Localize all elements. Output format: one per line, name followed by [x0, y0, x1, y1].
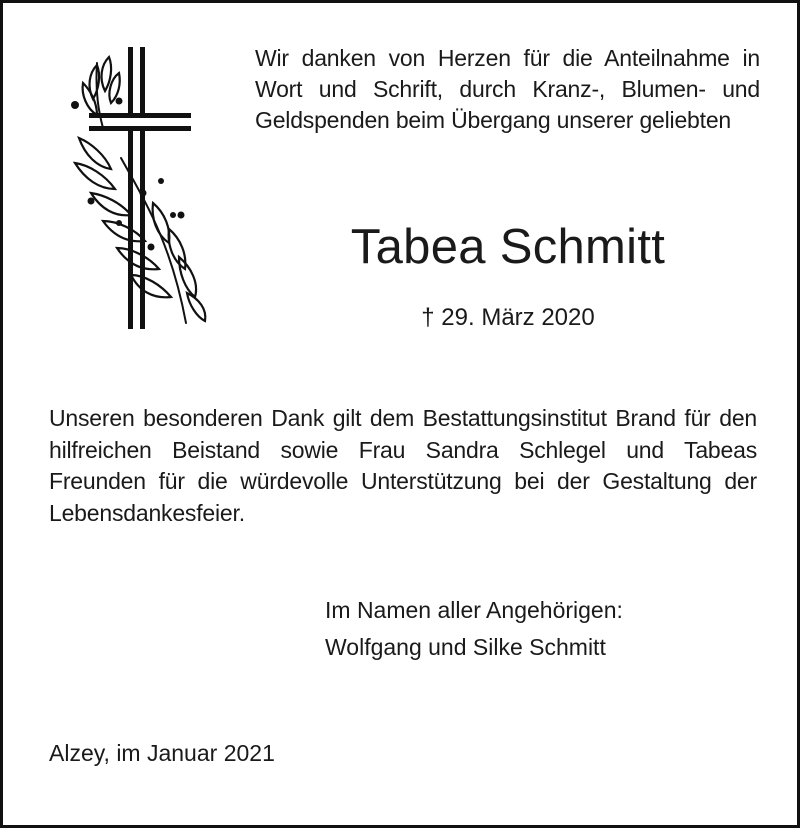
thanks-paragraph: Unseren besonderen Dank gilt dem Bestattungsinstitut Brand für den hilfreichen Beistand sowie Frau Sandra Schlegel und Tabeas Freunden für die würdevolle Unterstützung bei der Gestaltung der Lebensdankesfeier.: [49, 405, 757, 526]
signoff-names: Wolfgang und Silke Schmitt: [325, 634, 606, 660]
place-date: Alzey, im Januar 2021: [49, 740, 275, 766]
deceased-name: Tabea Schmitt: [350, 220, 666, 274]
death-date: † 29. März 2020: [421, 304, 595, 331]
signoff-line-1: Im Namen aller Angehörigen:: [325, 597, 623, 623]
cross-with-olive-branch-icon: [61, 43, 211, 333]
intro-text: Wir danken von Herzen für die Anteilnahme in Wort und Schrift, durch Kranz-, Blumen- und Geldspenden beim Übergang unserer geliebten: [255, 45, 760, 133]
signoff: [325, 592, 755, 666]
